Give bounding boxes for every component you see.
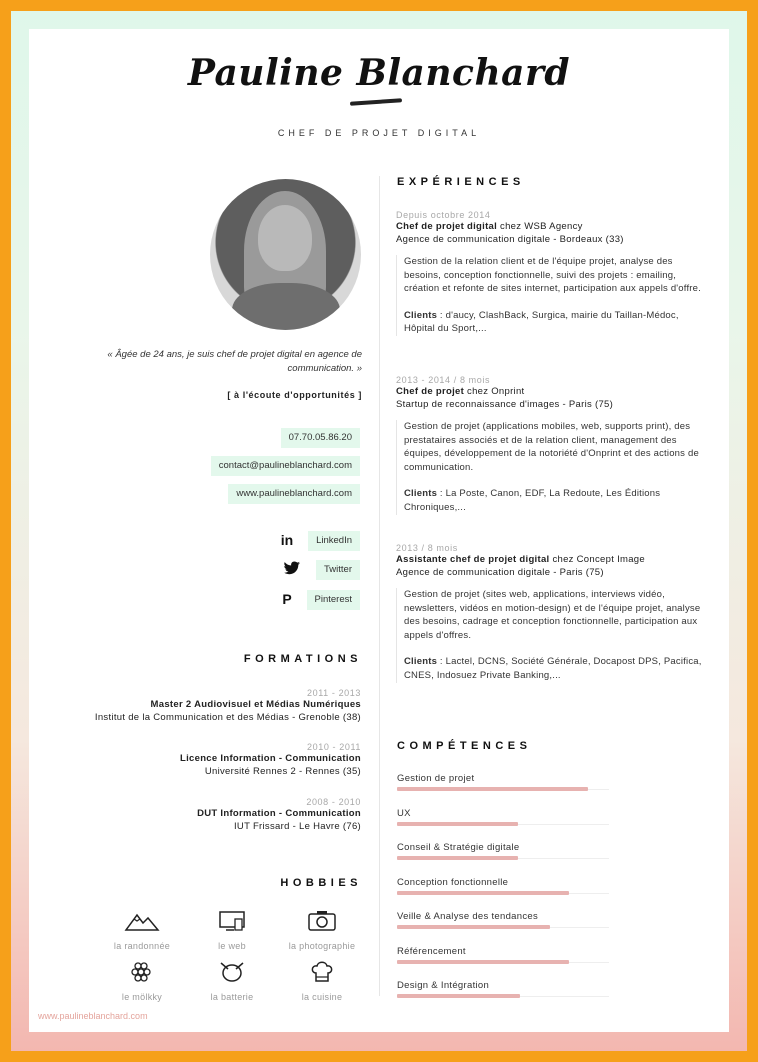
website-pill[interactable]: www.paulineblanchard.com xyxy=(228,484,360,504)
pinterest-icon[interactable]: P xyxy=(282,591,292,607)
skill-label: Conception fonctionnelle xyxy=(397,876,509,888)
pinterest-link[interactable]: Pinterest xyxy=(307,590,361,610)
hobby-item xyxy=(287,961,357,1002)
clients-label: Clients xyxy=(404,656,438,668)
profile-quote: « Âgée de 24 ans, je suis chef de projet digital en agence de communication. » xyxy=(107,349,362,374)
experience-item xyxy=(396,375,716,515)
formation-dates: 2011 - 2013 xyxy=(307,688,361,698)
formation-school: IUT Frissard - Le Havre (76) xyxy=(233,821,361,832)
skill-label: Veille & Analyse des tendances xyxy=(397,911,539,922)
formations-title: FORMATIONS xyxy=(243,653,362,665)
linkedin-link[interactable]: LinkedIn xyxy=(308,531,360,551)
experience-details xyxy=(396,588,704,683)
formation-degree: DUT Information - Communication xyxy=(197,808,361,819)
drum-icon xyxy=(197,961,267,989)
experience-role: Chef de projet xyxy=(396,386,465,397)
hobby-label: le web xyxy=(218,941,246,951)
email-pill[interactable]: contact@paulineblanchard.com xyxy=(211,456,360,476)
formation-degree: Master 2 Audiovisuel et Médias Numériques xyxy=(150,699,361,710)
experience-dates: 2013 / 8 mois xyxy=(396,543,458,553)
hobby-label: la cuisine xyxy=(301,992,343,1002)
hobbies-title: HOBBIES xyxy=(280,877,362,889)
hobby-item xyxy=(287,910,357,951)
availability-note: [ à l'écoute d'opportunités ] xyxy=(227,390,362,400)
formation-school: Université Rennes 2 - Rennes (35) xyxy=(204,766,361,777)
hobby-label: la randonnée xyxy=(113,941,171,951)
clients-label: Clients xyxy=(404,488,438,500)
hobby-item xyxy=(197,910,267,951)
experience-clients: : d'aucy, ClashBack, Surgica, mairie du Taillan-Médoc, Hôpital du Sport,... xyxy=(404,309,679,335)
skill-label: Gestion de projet xyxy=(397,773,475,784)
hobby-item xyxy=(197,961,267,1002)
formation-dates: 2010 - 2011 xyxy=(307,742,361,752)
computer-icon xyxy=(197,910,267,938)
experience-company: chez Onprint xyxy=(464,386,525,397)
hobby-label: le mölkky xyxy=(121,992,163,1002)
hobby-label: la photographie xyxy=(288,941,356,951)
formation-item xyxy=(41,742,361,778)
skill-level-bar xyxy=(397,891,569,895)
experience-description: Gestion de projet (sites web, applications, interviews vidéo, newsletters, vidéos en motion-design) et de l'équipe projet, analyse des besoins, cadrage et conception fonctionnelle, participation aux appels d'offres. xyxy=(404,589,701,641)
watermark: www.paulineblanchard.com xyxy=(38,1011,148,1021)
experience-dates: Depuis octobre 2014 xyxy=(396,210,491,220)
experience-item xyxy=(396,210,716,336)
experience-subtitle: Agence de communication digitale - Paris (75) xyxy=(396,567,604,578)
competences-title: COMPÉTENCES xyxy=(397,740,532,752)
skill-label: Référencement xyxy=(397,945,466,957)
experience-subtitle: Startup de reconnaissance d'images - Paris (75) xyxy=(396,399,614,410)
molkky-icon xyxy=(107,961,177,989)
formation-item xyxy=(41,688,361,724)
clients-label: Clients xyxy=(404,309,438,321)
experience-clients: : La Poste, Canon, EDF, La Redoute, Les Éditions Chroniques,... xyxy=(404,488,661,513)
experience-company: chez Concept Image xyxy=(549,554,645,565)
skill-label: Conseil & Stratégie digitale xyxy=(397,842,520,853)
skill-label: UX xyxy=(397,807,411,819)
experience-details xyxy=(396,420,704,515)
experience-company: chez WSB Agency xyxy=(497,221,583,232)
hobby-item xyxy=(107,910,177,951)
job-title: CHEF DE PROJET DIGITAL xyxy=(277,128,481,138)
hobby-item xyxy=(107,961,177,1002)
experience-item xyxy=(396,543,716,683)
experience-details xyxy=(396,255,704,336)
experience-role: Assistante chef de projet digital xyxy=(396,554,550,565)
skill-level-bar xyxy=(397,856,518,860)
skill-label: Design & Intégration xyxy=(397,980,490,991)
profile-photo xyxy=(210,179,361,330)
twitter-icon[interactable] xyxy=(281,560,303,580)
formation-dates: 2008 - 2010 xyxy=(306,797,361,807)
experience-description: Gestion de la relation client et de l'équipe projet, analyse des besoins, conception fonctionnelle, suivi des projets : emailing, création et refonte de sites internet, participation aux appels d'offre. xyxy=(404,256,701,295)
formation-school: Institut de la Communication et des Médias - Grenoble (38) xyxy=(94,712,361,723)
phone-pill[interactable]: 07.70.05.86.20 xyxy=(281,428,360,448)
hobby-label: la batterie xyxy=(210,992,254,1002)
experience-subtitle: Agence de communication digitale - Bordeaux (33) xyxy=(396,234,624,245)
skill-level-bar xyxy=(397,960,569,964)
camera-icon xyxy=(287,910,357,938)
experience-dates: 2013 - 2014 / 8 mois xyxy=(396,375,491,385)
experience-clients: : Lactel, DCNS, Société Générale, Docapost DPS, Pacifica, CNES, Indosuez Private Banking,... xyxy=(404,656,702,681)
experience-role: Chef de projet digital xyxy=(396,221,498,232)
candidate-name: Pauline Blanchard xyxy=(187,52,571,94)
mountain-icon xyxy=(107,910,177,938)
skill-level-bar xyxy=(397,925,550,929)
linkedin-icon[interactable]: in xyxy=(280,532,294,548)
chef-hat-icon xyxy=(287,961,357,989)
experiences-title: EXPÉRIENCES xyxy=(397,176,525,188)
skill-level-bar xyxy=(397,822,518,826)
twitter-link[interactable]: Twitter xyxy=(316,560,360,580)
skill-level-bar xyxy=(397,787,588,791)
column-divider xyxy=(379,176,380,996)
experience-description: Gestion de projet (applications mobiles, web, supports print), des prestataires associés et de la relation client, management des équipes, développement de la notoriété d'Onprint et des actions de communication. xyxy=(404,421,699,473)
formation-item xyxy=(41,797,361,833)
formation-degree: Licence Information - Communication xyxy=(180,753,361,764)
skill-level-bar xyxy=(397,994,520,998)
